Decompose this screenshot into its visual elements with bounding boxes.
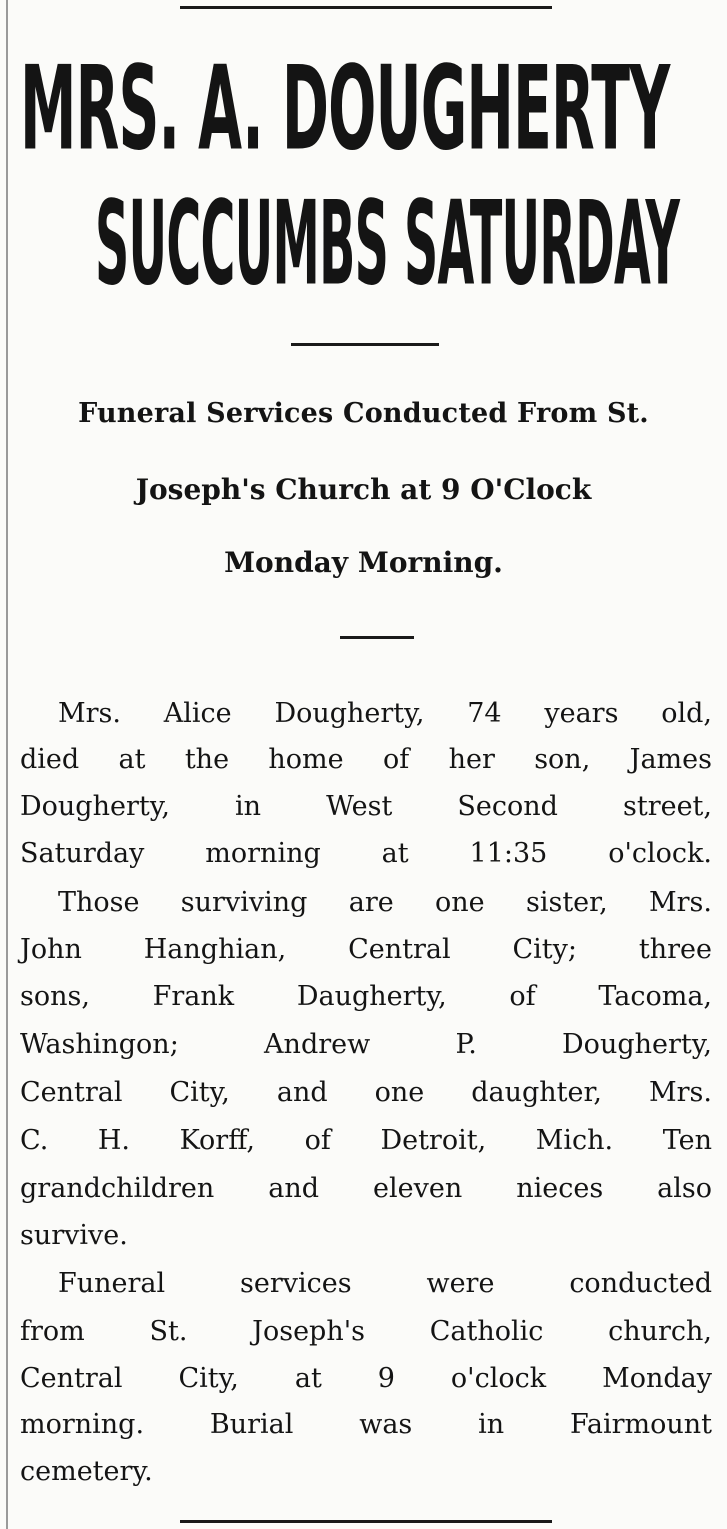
body-line: Central City, and one daughter, Mrs.	[20, 1077, 712, 1108]
headline-rule	[291, 343, 439, 346]
body-line: Funeral services were conducted	[58, 1268, 712, 1299]
body-line: cemetery.	[20, 1456, 153, 1487]
deck-rule	[340, 636, 414, 639]
body-line: sons, Frank Daugherty, of Tacoma,	[20, 981, 712, 1012]
body-line: from St. Joseph's Catholic church,	[20, 1316, 712, 1347]
body-line: Saturday morning at 11:35 o'clock.	[20, 838, 712, 869]
body-line: Washingon; Andrew P. Dougherty,	[20, 1029, 712, 1060]
body-line: C. H. Korff, of Detroit, Mich. Ten	[20, 1125, 712, 1156]
body-line: Those surviving are one sister, Mrs.	[58, 887, 712, 918]
deck-line-3: Monday Morning.	[224, 546, 503, 579]
top-rule	[180, 6, 552, 9]
body-line: Mrs. Alice Dougherty, 74 years old,	[58, 698, 712, 729]
headline-line-2: SUCCUMBS SATURDAY	[95, 176, 680, 312]
headline-line-1: MRS. A. DOUGHERTY	[20, 41, 670, 177]
body-line: John Hanghian, Central City; three	[20, 934, 712, 965]
body-line: died at the home of her son, James	[20, 744, 712, 775]
deck-line-1: Funeral Services Conducted From St.	[78, 398, 649, 429]
body-line: Dougherty, in West Second street,	[20, 791, 712, 822]
body-line: Central City, at 9 o'clock Monday	[20, 1363, 712, 1394]
body-line: morning. Burial was in Fairmount	[20, 1409, 712, 1440]
bottom-rule	[180, 1520, 552, 1523]
body-line: survive.	[20, 1220, 128, 1251]
deck-line-2: Joseph's Church at 9 O'Clock	[135, 473, 592, 506]
column-border	[6, 0, 8, 1529]
body-line: grandchildren and eleven nieces also	[20, 1173, 712, 1204]
